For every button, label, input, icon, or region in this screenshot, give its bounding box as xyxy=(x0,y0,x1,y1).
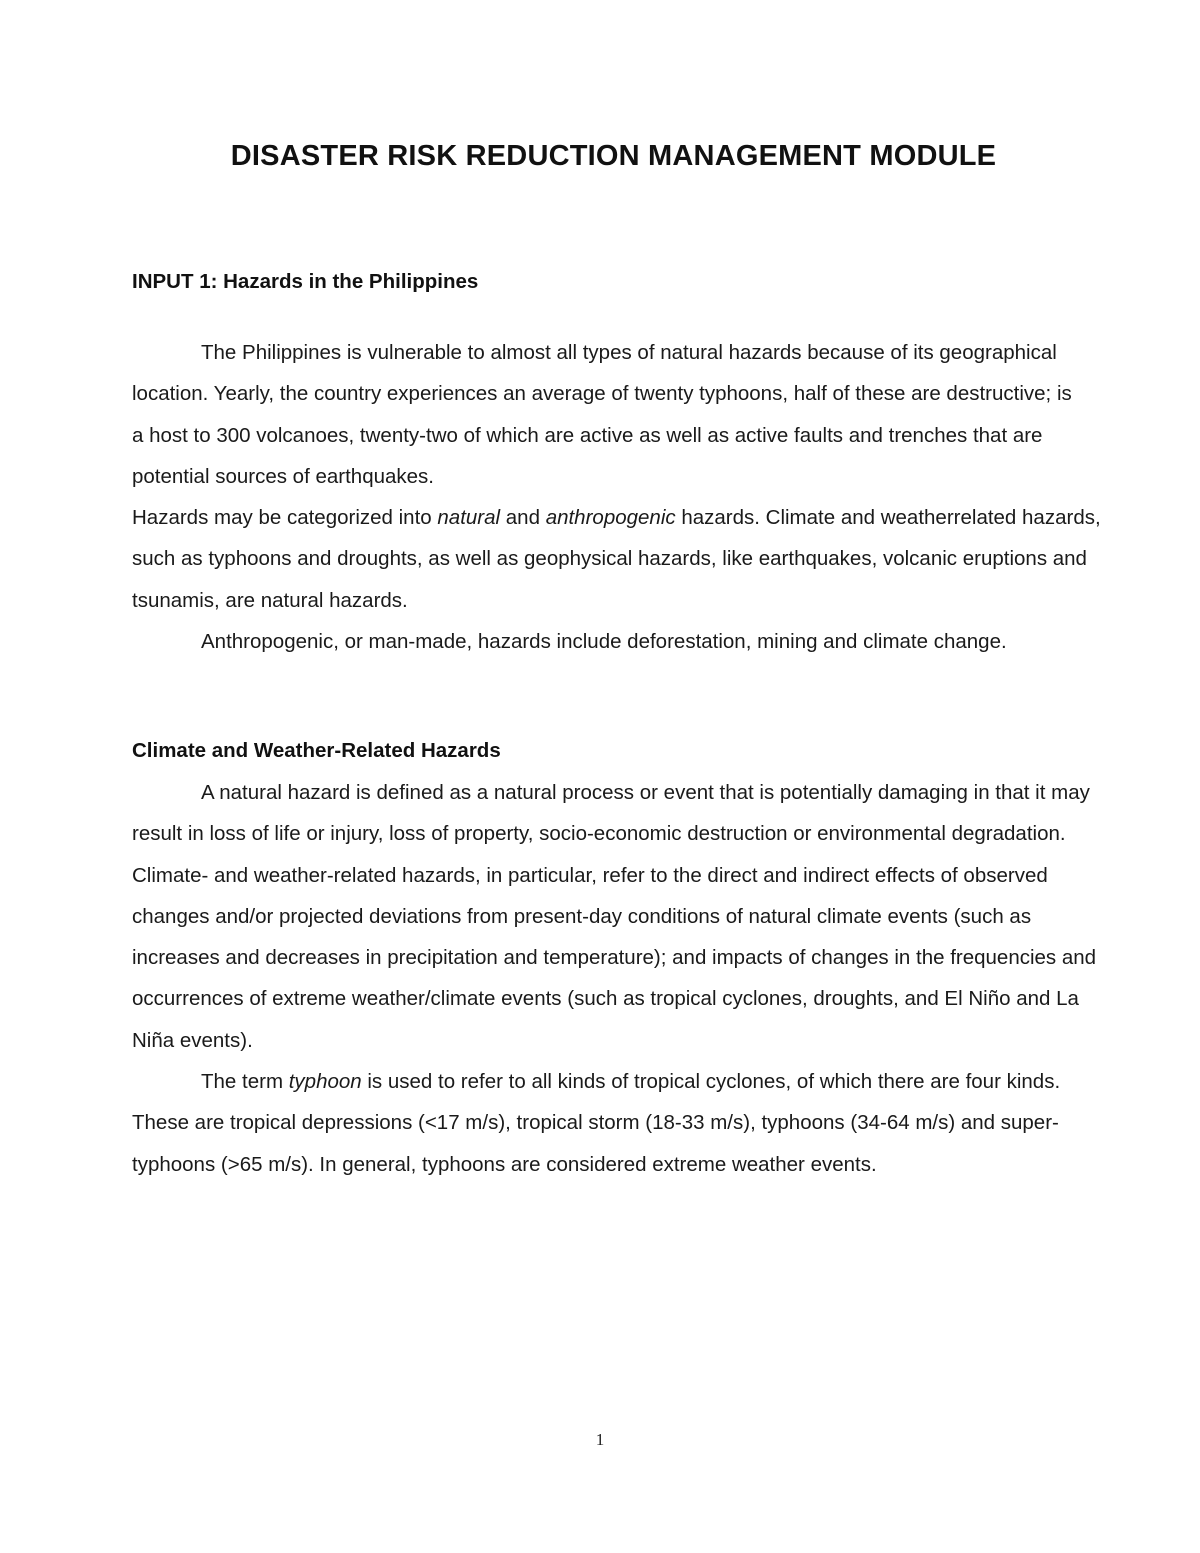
paragraph-philippines-vulnerability: The Philippines is vulnerable to almost all types of natural hazards because of its geographical location. Yearly, the country experiences an average of twenty typhoons, half of these are destructive; is a host to 300 volcanoes, twenty-two of which are active as well as active faults and trenches that are potential sources of earthquakes. xyxy=(132,341,1072,488)
page-number: 1 xyxy=(595,1430,605,1449)
emphasis-anthropogenic: anthropogenic xyxy=(545,506,676,530)
section-2-body xyxy=(132,772,1102,1185)
paragraph-hazard-categories xyxy=(132,497,1102,621)
text-run: and xyxy=(500,506,546,530)
text-run: Hazards may be categorized into xyxy=(132,506,438,530)
text-run: hazards. Climate and weatherrelated hazards, such as typhoons and droughts, as well as geophysical hazards, like earthquakes, volcanic eruptions and tsunamis, are natural hazards. xyxy=(132,506,1101,612)
text-run: The term xyxy=(201,1070,289,1094)
document-title: DISASTER RISK REDUCTION MANAGEMENT MODULE xyxy=(230,140,997,172)
paragraph-anthropogenic-hazards: Anthropogenic, or man-made, hazards include deforestation, mining and climate change. xyxy=(201,630,1007,654)
paragraph-natural-hazard-definition: A natural hazard is defined as a natural process or event that is potentially damaging in that it may result in loss of life or injury, loss of property, socio-economic destruction or environmental degradation. Climate- and weather-related hazards, in particular, refer to the direct and indirect effects of observed changes and/or projected deviations from present-day conditions of natural climate events (such as increases and decreases in precipitation and temperature); and impacts of changes in the frequencies and occurrences of extreme weather/climate events (such as tropical cyclones, droughts, and El Niño and La Niña events). xyxy=(132,781,1097,1052)
section-heading-climate-weather: Climate and Weather-Related Hazards xyxy=(132,739,501,762)
emphasis-natural: natural xyxy=(437,506,501,530)
text-run: is used to refer to all kinds of tropical cyclones, of which there are four kinds. These are tropical depressions (<17 m/s), tropical storm (18-33 m/s), typhoons (34-64 m/s) and super-typhoons (>65 m/s). In general, typhoons are considered extreme weather events. xyxy=(132,1070,1061,1176)
section-heading-input-1: INPUT 1: Hazards in the Philippines xyxy=(132,270,479,293)
paragraph-typhoon-kinds xyxy=(132,1061,1102,1185)
emphasis-typhoon: typhoon xyxy=(288,1070,362,1094)
section-1-body xyxy=(132,332,1102,662)
